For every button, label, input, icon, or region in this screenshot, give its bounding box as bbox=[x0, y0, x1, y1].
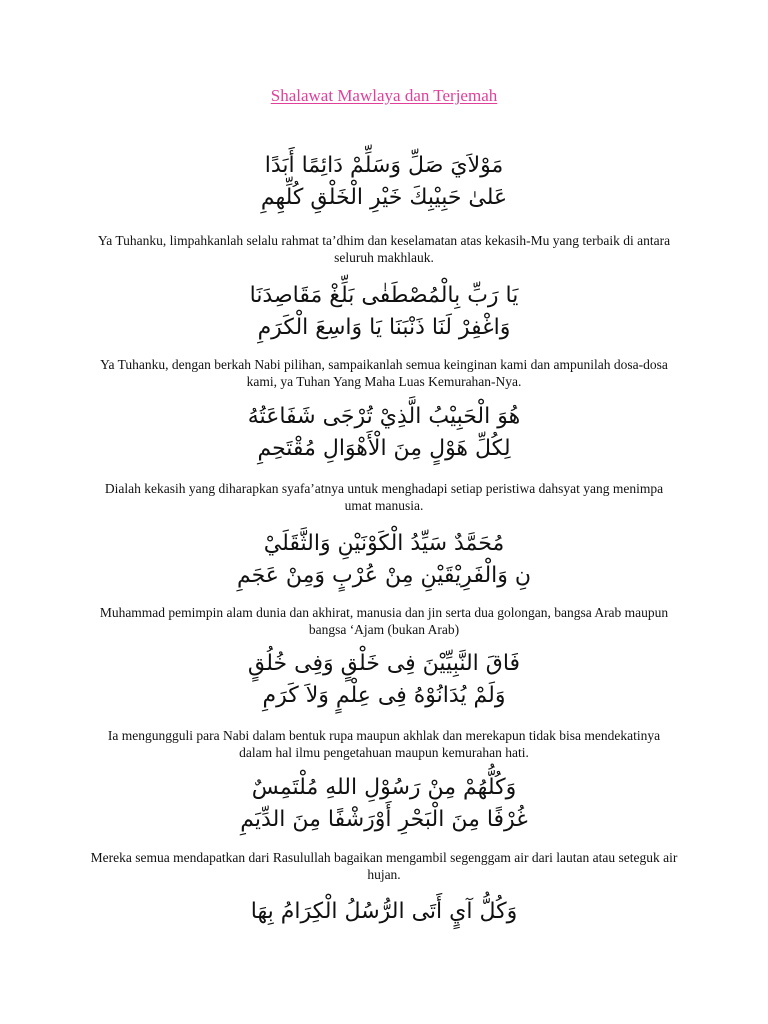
arabic-line: مَوْلاَيَ صَلِّ وَسَلِّمْ دَائِمًا أَبَدًا bbox=[264, 153, 504, 178]
arabic-line: عَلىٰ حَبِيْبِكَ خَيْرِ الْخَلْقِ كُلِّهِمِ bbox=[260, 185, 508, 210]
translation: Mereka semua mendapatkan dari Rasulullah bagaikan mengambil segenggam air dari lautan atau seteguk air hujan. bbox=[90, 850, 678, 882]
translation: Ya Tuhanku, dengan berkah Nabi pilihan, sampaikanlah semua keinginan kami dan ampunilah dosa-dosa kami, ya Tuhan Yang Maha Luas Kemurahan-Nya. bbox=[100, 357, 668, 389]
arabic-verse bbox=[100, 896, 668, 928]
arabic-verse bbox=[100, 150, 668, 214]
arabic-line: وَلَمْ يُدَانُوْهُ فِى عِلْمٍ وَلاَ كَرَمِ bbox=[262, 683, 506, 708]
arabic-line: غُرْفًا مِنَ الْبَحْرِ أَوْرَشْفًا مِنَ الدِّيَمِ bbox=[240, 807, 528, 832]
arabic-verse bbox=[100, 401, 668, 465]
translation: Dialah kekasih yang diharapkan syafa’atnya untuk menghadapi setiap peristiwa dahsyat yang menimpa umat manusia. bbox=[104, 481, 664, 513]
arabic-line: هُوَ الْحَبِيْبُ الَّذِيْ تُرْجَى شَفَاعَتُهُ bbox=[247, 404, 521, 429]
arabic-line: نِ وَالْفَرِيْقَيْنِ مِنْ عُرْبٍ وَمِنْ عَجَمِ bbox=[236, 563, 532, 588]
arabic-verse bbox=[100, 280, 668, 344]
arabic-line: يَا رَبِّ بِالْمُصْطَفٰى بَلِّغْ مَقَاصِدَنَا bbox=[249, 283, 519, 308]
translation: Muhammad pemimpin alam dunia dan akhirat, manusia dan jin serta dua golongan, bangsa Arab maupun bangsa ‘Ajam (bukan Arab) bbox=[99, 605, 669, 637]
arabic-verse bbox=[100, 528, 668, 592]
arabic-line: وَكُلُّ آيٍ أَتَى الرُّسُلُ الْكِرَامُ بِهَا bbox=[250, 899, 518, 924]
arabic-verse bbox=[100, 772, 668, 836]
arabic-line: فَاقَ النَّبِيِّيْنَ فِى خَلْقٍ وَفِى خُلُقٍ bbox=[247, 651, 521, 676]
translation: Ya Tuhanku, limpahkanlah selalu rahmat ta’dhim dan keselamatan atas kekasih-Mu yang terbaik di antara seluruh makhlauk. bbox=[97, 233, 671, 265]
arabic-line: مُحَمَّدٌ سَيِّدُ الْكَوْنَيْنِ وَالثَّقَلَيْ bbox=[263, 531, 505, 556]
translation: Ia mengungguli para Nabi dalam bentuk rupa maupun akhlak dan merekapun tidak bisa mendekatinya dalam hal ilmu pengetahuan maupun kemurahan hati. bbox=[107, 728, 661, 760]
arabic-line: وَكُلُّهُمْ مِنْ رَسُوْلِ اللهِ مُلْتَمِسٌ bbox=[251, 775, 517, 800]
arabic-line: لِكُلِّ هَوْلٍ مِنَ الْأَهْوَالِ مُقْتَحِمِ bbox=[257, 436, 511, 461]
page-title: Shalawat Mawlaya dan Terjemah bbox=[270, 86, 498, 105]
arabic-line: وَاغْفِرْ لَنَا ذَنْبَنَا يَا وَاسِعَ الْكَرَمِ bbox=[257, 315, 511, 340]
arabic-verse bbox=[100, 648, 668, 712]
